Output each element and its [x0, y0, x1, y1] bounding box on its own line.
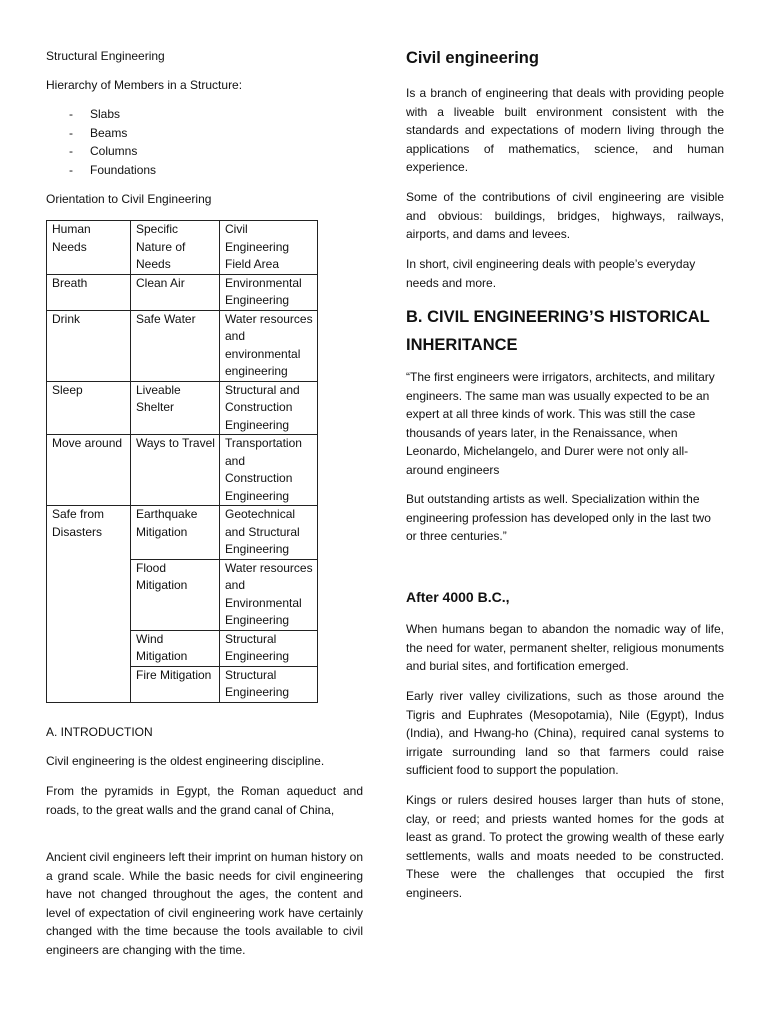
list-item: - Columns [46, 142, 156, 161]
table-cell: Transportation and Construction Engineering [220, 435, 318, 506]
table-row [47, 435, 318, 506]
quote-paragraph-1: “The first engineers were irrigators, architects, and military engineers. The same man was usually expected to be an expert at all three kinds of work. This was still the case thousands of years later, in the Renaissance, when Leonardo, Michelangelo, and Durer were not only all-around engineers [406, 370, 715, 477]
kings-rulers-paragraph: Kings or rulers desired houses larger than huts of stone, clay, or reed; and priests wanted homes for the gods at least as grand. To protect the growing wealth of these early settlements, walls and moats needed to be constructed. These were the challenges that occupied the first engineers. [406, 793, 724, 900]
table-row [47, 310, 318, 381]
definition-paragraph: Is a branch of engineering that deals with providing people with a liveable built environment consistent with the standards and expectations of modern living through the applications of mathematics, science, and human experience. [406, 86, 724, 174]
table-cell: Structural and Construction Engineering [220, 381, 318, 435]
table-cell: Water resources and Environmental Engineering [220, 559, 318, 630]
historical-inheritance-heading: B. CIVIL ENGINEERING’S HISTORICAL INHERITANCE [406, 308, 710, 354]
table-row [47, 506, 318, 560]
table-cell: Safe Water [131, 310, 220, 381]
table-cell: Structural Engineering [220, 630, 318, 666]
intro-paragraph-1: Civil engineering is the oldest engineering discipline. [46, 754, 325, 768]
table-cell: Flood Mitigation [131, 559, 220, 630]
table-row [47, 381, 318, 435]
summary-paragraph: In short, civil engineering deals with people’s everyday needs and more. [406, 257, 696, 290]
table-cell: Geotechnical and Structural Engineering [220, 506, 318, 560]
table-cell: Structural Engineering [220, 666, 318, 702]
list-item: - Slabs [46, 105, 156, 124]
members-list [46, 105, 156, 179]
table-cell: Liveable Shelter [131, 381, 220, 435]
table-cell: Sleep [47, 381, 131, 435]
list-item: - Foundations [46, 161, 156, 180]
hierarchy-heading: Hierarchy of Members in a Structure: [46, 78, 243, 92]
table-cell: Move around [47, 435, 131, 506]
table-row [47, 274, 318, 310]
intro-heading: A. INTRODUCTION [46, 725, 153, 739]
after-4000-bc-heading: After 4000 B.C., [406, 589, 510, 605]
intro-paragraph-3: Ancient civil engineers left their imprint on human history on a grand scale. While the basic needs for civil engineering have not changed throughout the ages, the content and level of expectation of civil engineering work have certainly changed with the time because the tools available to civil engineers are changing with the time. [46, 850, 363, 957]
table-cell: Drink [47, 310, 131, 381]
table-cell: Ways to Travel [131, 435, 220, 506]
table-header-cell: Human Needs [47, 221, 131, 275]
contributions-paragraph: Some of the contributions of civil engineering are visible and obvious: buildings, bridges, highways, railways, airports, and dams and levees. [406, 190, 724, 241]
table-header-cell: Civil Engineering Field Area [220, 221, 318, 275]
table-header-row [47, 221, 318, 275]
table-cell: Safe from Disasters [47, 506, 131, 703]
intro-paragraph-2: From the pyramids in Egypt, the Roman aqueduct and roads, to the great walls and the grand canal of China, [46, 784, 363, 817]
river-valley-paragraph: Early river valley civilizations, such as those around the Tigris and Euphrates (Mesopotamia), Nile (Egypt), Indus (India), and Hwang-ho (China), required canal systems to irrigate surrounding land so that farmers could raise sufficient food to support the population. [406, 689, 724, 777]
structural-engineering-title: Structural Engineering [46, 49, 165, 63]
civil-engineering-title: Civil engineering [406, 49, 539, 67]
orientation-heading: Orientation to Civil Engineering [46, 192, 212, 206]
table-cell: Earthquake Mitigation [131, 506, 220, 560]
orientation-table [46, 220, 318, 703]
table-cell: Clean Air [131, 274, 220, 310]
table-header-cell: Specific Nature of Needs [131, 221, 220, 275]
table-cell: Water resources and environmental engineering [220, 310, 318, 381]
quote-paragraph-2: But outstanding artists as well. Specialization within the engineering profession has developed only in the last two or three centuries.” [406, 492, 711, 543]
table-cell: Environmental Engineering [220, 274, 318, 310]
nomadic-paragraph: When humans began to abandon the nomadic way of life, the need for water, permanent shelter, religious monuments and burial sites, and fortification emerged. [406, 622, 724, 673]
table-cell: Fire Mitigation [131, 666, 220, 702]
list-item: - Beams [46, 124, 156, 143]
table-cell: Breath [47, 274, 131, 310]
table-cell: Wind Mitigation [131, 630, 220, 666]
